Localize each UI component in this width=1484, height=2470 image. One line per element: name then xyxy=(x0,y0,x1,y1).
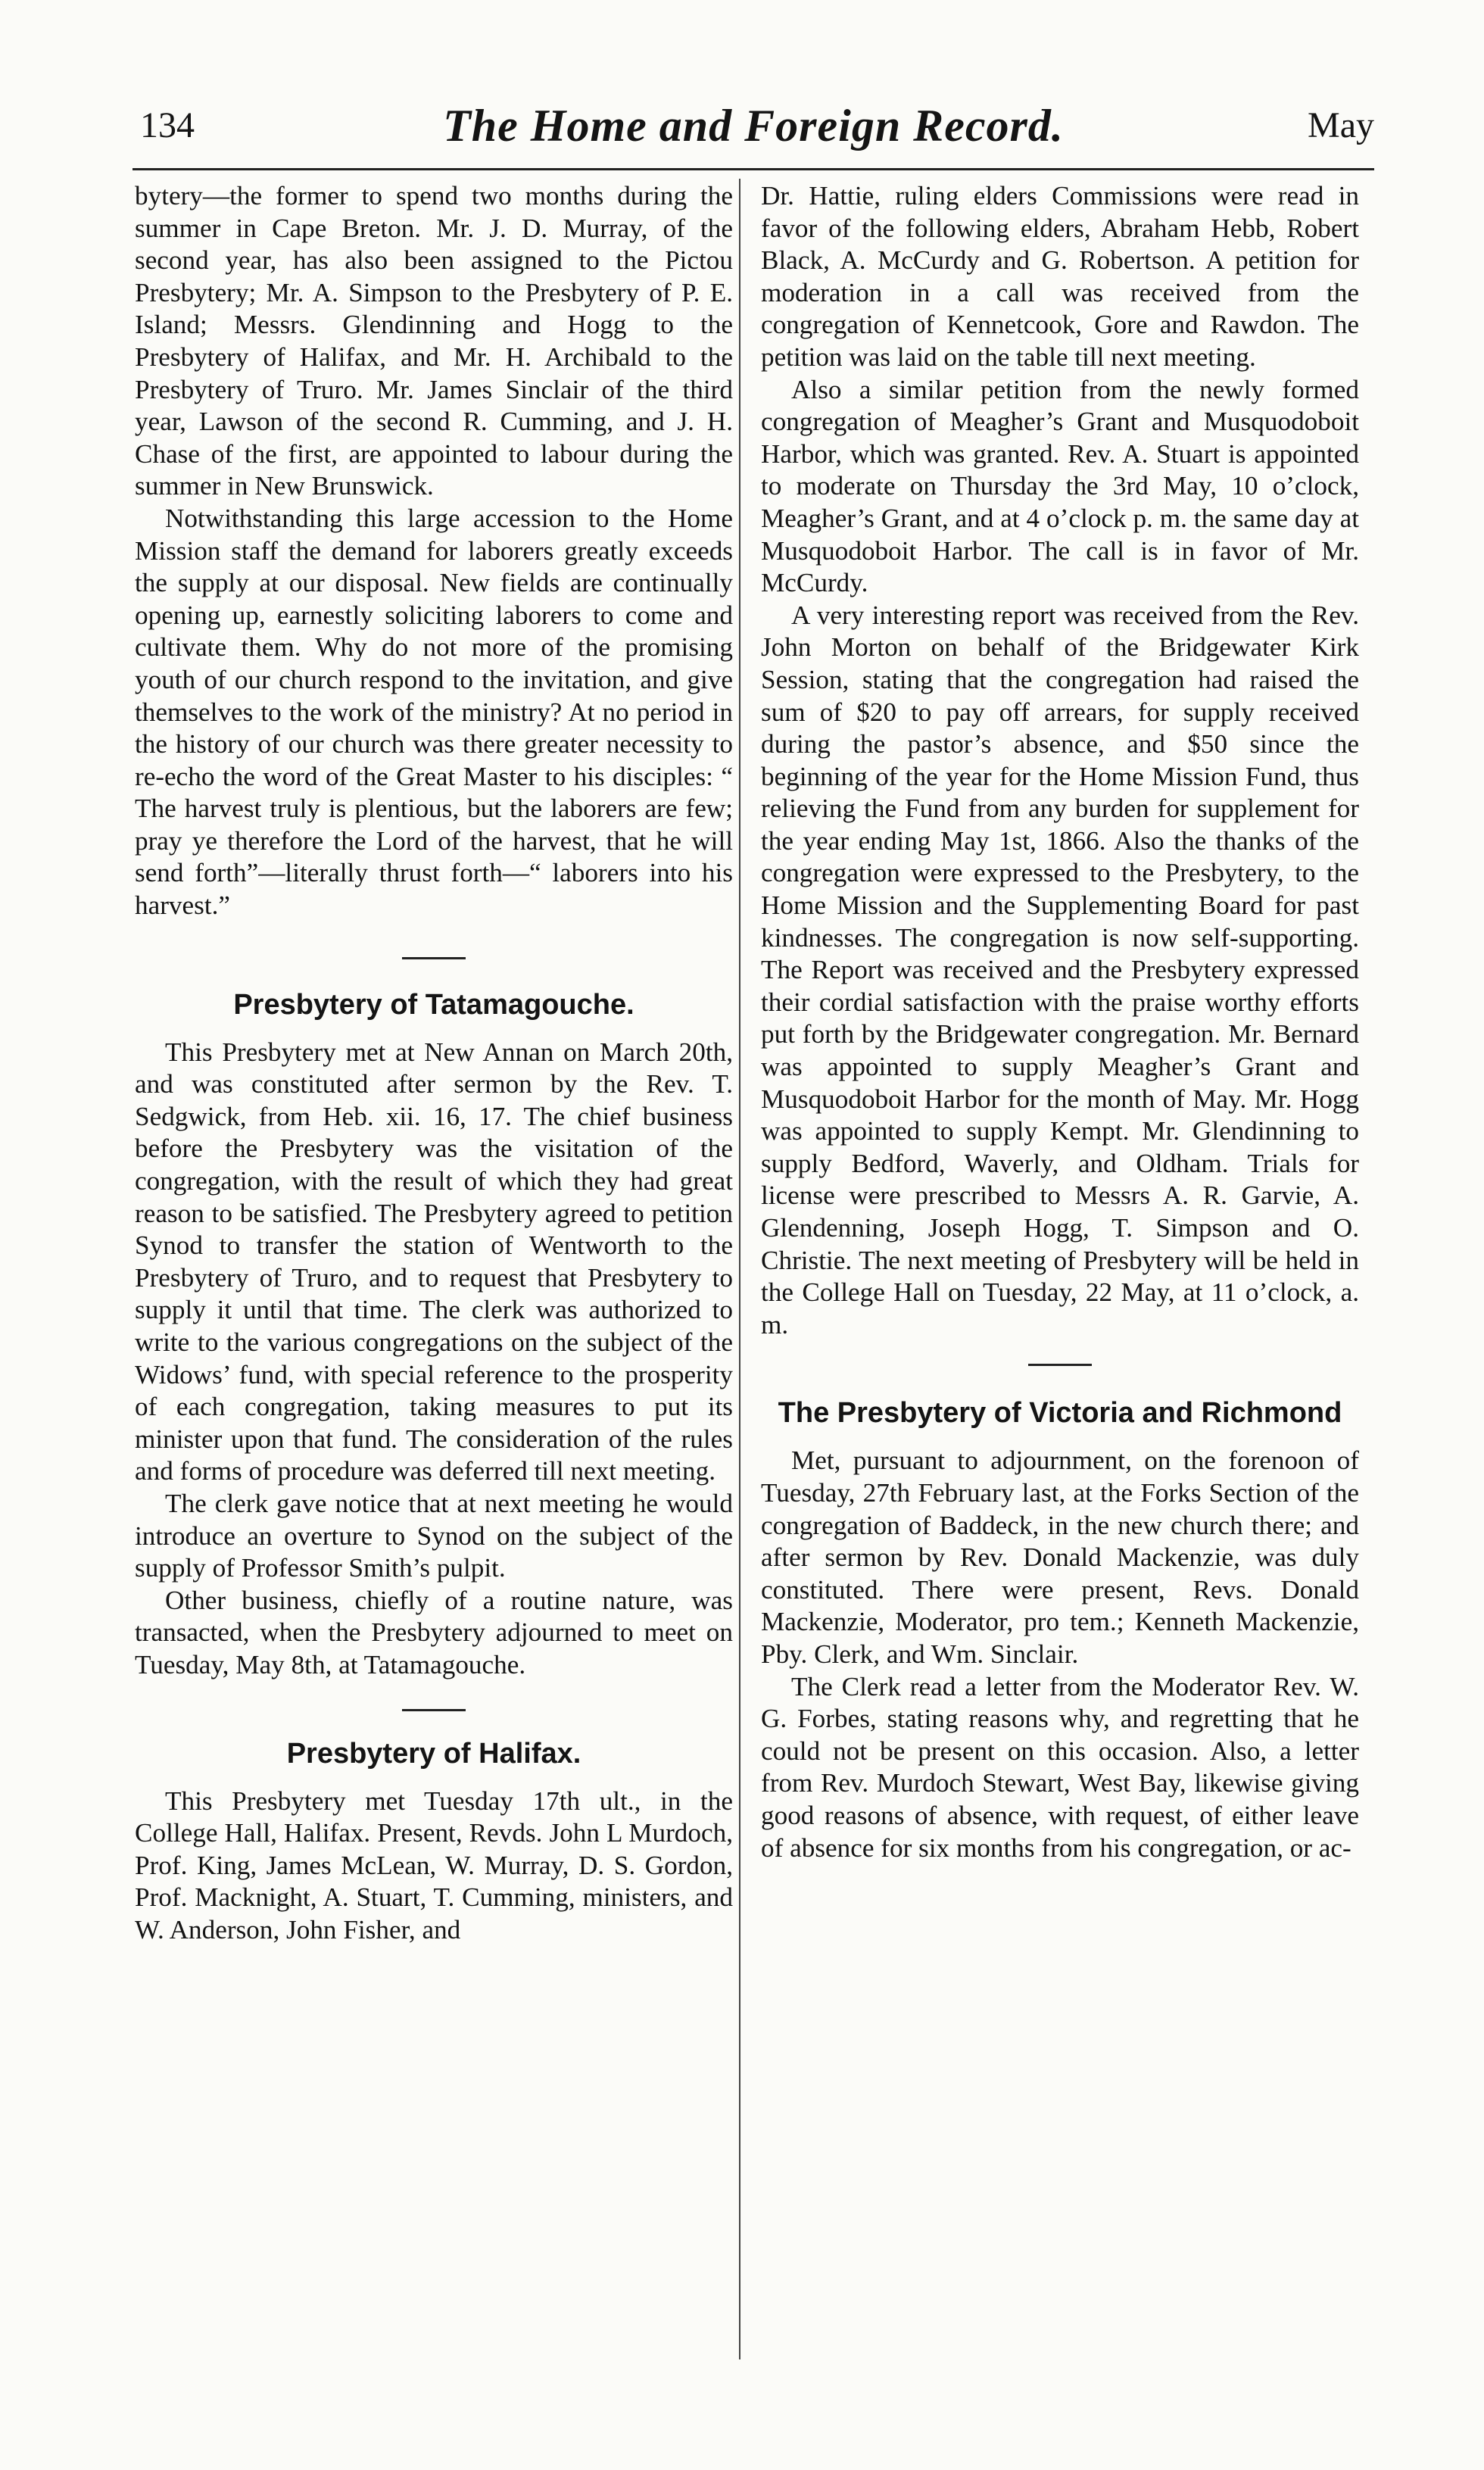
section-separator xyxy=(402,1709,466,1711)
right-column xyxy=(761,180,1359,1864)
section-heading-tatamagouche: Presbytery of Tatamagouche. xyxy=(233,988,634,1021)
paragraph: Notwithstanding this large accession to the Home Mission staff the demand for laborers greatly exceeds the supply at our disposal. New fields are continually opening up, earnestly soliciting laborers to come and cultivate them. Why do not more of the promising youth of our church respond to the invitation, and give themselves to the work of the ministry? At no period in the history of our church was there greater necessity to re-echo the word of the Great Master to his disciples: “ The harvest truly is plentious, but the laborers are few; pray ye therefore the Lord of the harvest, that he will send forth”—literally thrust forth—“ laborers into his harvest.” xyxy=(135,503,733,921)
running-header xyxy=(132,97,1374,157)
header-rule xyxy=(132,168,1374,170)
page-number: 134 xyxy=(140,105,195,145)
paragraph: Dr. Hattie, ruling elders Commissions were read in favor of the following elders, Abraham Hebb, Robert Black, A. McCurdy and G. Robertson. A petition for moderation in a call was received from the congregation of Kennetcook, Gore and Rawdon. The petition was laid on the table till next meeting. xyxy=(761,181,1359,372)
left-column xyxy=(135,180,733,1947)
section-heading-victoria-richmond: The Presbytery of Victoria and Richmond xyxy=(778,1397,1342,1430)
section-separator xyxy=(402,957,466,959)
section-separator xyxy=(1028,1364,1092,1366)
section-heading-halifax: Presbytery of Halifax. xyxy=(286,1737,581,1770)
column-divider xyxy=(739,179,740,2359)
paragraph: This Presbytery met at New Annan on March 20th, and was constituted after sermon by the Rev. T. Sedgwick, from Heb. xii. 16, 17. The chief business before the Presbytery was the visitation of the congregation, with the result of which they had great reason to be satisfied. The Presbytery agreed to petition Synod to transfer the station of Wentworth to the Presbytery of Truro, and to request that Presbytery to supply it until that time. The clerk was authorized to write to the various congregations on the subject of the Widows’ fund, with special reference to the prosperity of each congregation, taking measures to put its minister upon that fund. The consideration of the rules and forms of procedure was deferred till next meeting. xyxy=(135,1037,733,1486)
paragraph: Also a similar petition from the newly formed congregation of Meagher’s Grant and Musquodoboit Harbor, which was granted. Rev. A. Stuart is appointed to moderate on Thursday the 3rd May, 10 o’clock, Meagher’s Grant, and at 4 o’clock p. m. the same day at Musquodoboit Harbor. The call is in favor of Mr. McCurdy. xyxy=(761,374,1359,598)
paragraph: The clerk gave notice that at next meeting he would introduce an overture to Synod on the subject of the supply of Professor Smith’s pulpit. xyxy=(135,1488,733,1583)
journal-title: The Home and Foreign Record. xyxy=(443,101,1064,151)
paragraph: This Presbytery met Tuesday 17th ult., in the College Hall, Halifax. Present, Revds. John L Murdoch, Prof. King, James McLean, W. Murray, D. S. Gordon, Prof. Macknight, A. Stuart, T. Cumming, ministers, and W. Anderson, John Fisher, and xyxy=(135,1785,733,1945)
header-month: May xyxy=(1308,105,1374,145)
paragraph: Met, pursuant to adjournment, on the forenoon of Tuesday, 27th February last, at the Forks Section of the congregation of Baddeck, in the new church there; and after sermon by Rev. Donald Mackenzie, was duly constituted. There were present, Revs. Donald Mackenzie, Moderator, pro tem.; Kenneth Mackenzie, Pby. Clerk, and Wm. Sinclair. xyxy=(761,1446,1359,1669)
paragraph: The Clerk read a letter from the Moderator Rev. W. G. Forbes, stating reasons why, and regretting that he could not be present on this occasion. Also, a letter from Rev. Murdoch Stewart, West Bay, likewise giving good reasons of absence, with request, of either leave of absence for six months from his congregation, or ac- xyxy=(761,1671,1359,1863)
paragraph: bytery—the former to spend two months during the summer in Cape Breton. Mr. J. D. Murray, of the second year, has also been assigned to the Pictou Presbytery; Mr. A. Simpson to the Presbytery of P. E. Island; Messrs. Glendinning and Hogg to the Presbytery of Halifax, and Mr. H. Archibald to the Presbytery of Truro. Mr. James Sinclair of the third year, Lawson of the second R. Cumming, and J. H. Chase of the first, are appointed to labour during the summer in New Brunswick. xyxy=(135,181,733,501)
paragraph: Other business, chiefly of a routine nature, was transacted, when the Presbytery adjourned to meet on Tuesday, May 8th, at Tatamagouche. xyxy=(135,1585,733,1679)
paragraph: A very interesting report was received from the Rev. John Morton on behalf of the Bridgewater Kirk Session, stating that the congregation had raised the sum of $20 to pay off arrears, for supply received during the pastor’s absence, and $50 since the beginning of the year for the Home Mission Fund, thus relieving the Fund from any burden for supplement for the year ending May 1st, 1866. Also the thanks of the congregation were expressed to the Presbytery, to the Home Mission and the Supplementing Board for past kindnesses. The congregation is now self-supporting. The Report was received and the Presbytery expressed their cordial satisfaction with the praise worthy efforts put forth by the Bridgewater congregation. Mr. Bernard was appointed to supply Meagher’s Grant and Musquodoboit Harbor for the month of May. Mr. Hogg was appointed to supply Kempt. Mr. Glendinning to supply Bedford, Waverly, and Oldham. Trials for license were prescribed to Messrs A. R. Garvie, A. Glendenning, Joseph Hogg, T. Simpson and O. Christie. The next meeting of Presbytery will be held in the College Hall on Tuesday, 22 May, at 11 o’clock, a. m. xyxy=(761,600,1359,1339)
